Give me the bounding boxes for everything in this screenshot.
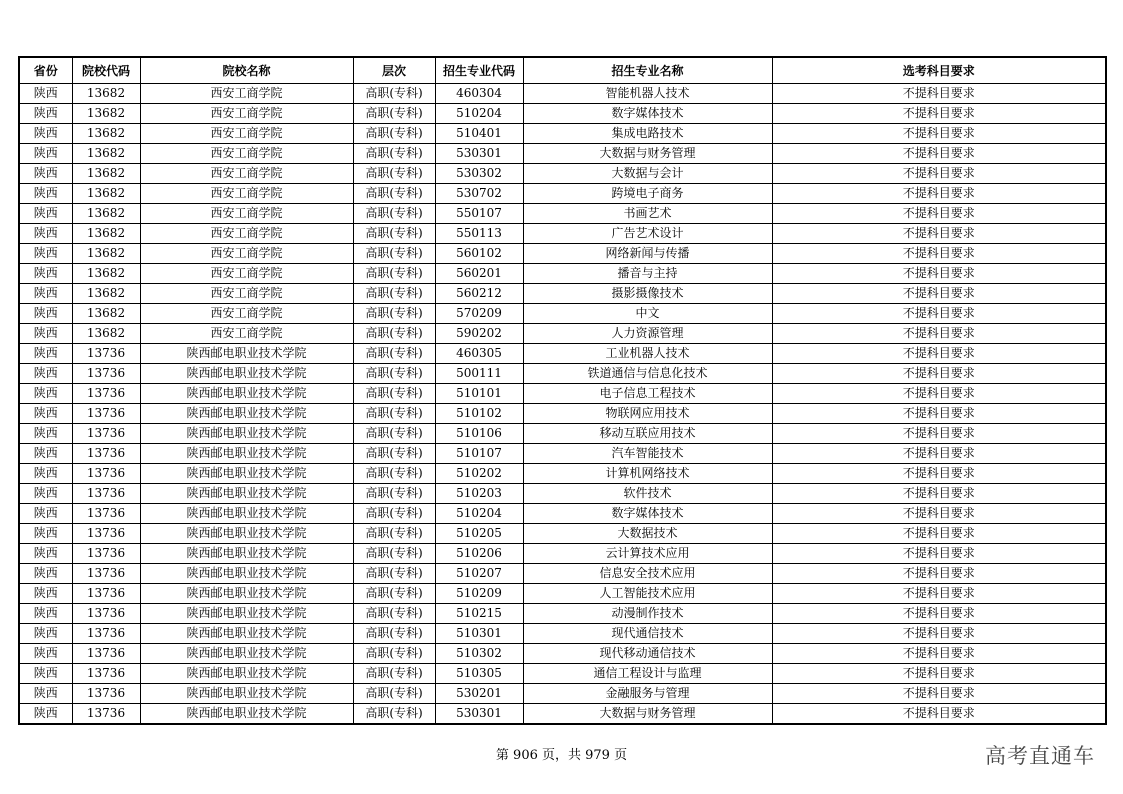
- cell-major-code: 510204: [435, 103, 523, 123]
- cell-subject-requirement: 不提科目要求: [772, 343, 1106, 363]
- cell-level: 高职(专科): [353, 363, 435, 383]
- cell-school-code: 13736: [72, 643, 140, 663]
- cell-school-code: 13736: [72, 523, 140, 543]
- cell-subject-requirement: 不提科目要求: [772, 423, 1106, 443]
- cell-major-name: 移动互联应用技术: [523, 423, 772, 443]
- cell-subject-requirement: 不提科目要求: [772, 403, 1106, 423]
- cell-subject-requirement: 不提科目要求: [772, 563, 1106, 583]
- cell-major-name: 智能机器人技术: [523, 83, 772, 103]
- cell-province: 陕西: [19, 583, 72, 603]
- cell-major-code: 530201: [435, 683, 523, 703]
- cell-province: 陕西: [19, 523, 72, 543]
- table-row: [19, 83, 1106, 103]
- cell-major-code: 550113: [435, 223, 523, 243]
- cell-subject-requirement: 不提科目要求: [772, 163, 1106, 183]
- cell-province: 陕西: [19, 463, 72, 483]
- cell-major-name: 软件技术: [523, 483, 772, 503]
- cell-level: 高职(专科): [353, 403, 435, 423]
- cell-province: 陕西: [19, 663, 72, 683]
- cell-level: 高职(专科): [353, 623, 435, 643]
- cell-subject-requirement: 不提科目要求: [772, 183, 1106, 203]
- cell-province: 陕西: [19, 163, 72, 183]
- cell-level: 高职(专科): [353, 523, 435, 543]
- cell-major-code: 510206: [435, 543, 523, 563]
- cell-school-code: 13682: [72, 203, 140, 223]
- table-row: [19, 103, 1106, 123]
- cell-major-code: 560201: [435, 263, 523, 283]
- cell-major-code: 510102: [435, 403, 523, 423]
- cell-level: 高职(专科): [353, 163, 435, 183]
- table-row: [19, 683, 1106, 703]
- cell-school-name: 陕西邮电职业技术学院: [140, 463, 353, 483]
- cell-school-name: 西安工商学院: [140, 143, 353, 163]
- cell-province: 陕西: [19, 683, 72, 703]
- cell-level: 高职(专科): [353, 483, 435, 503]
- cell-province: 陕西: [19, 103, 72, 123]
- table-row: [19, 243, 1106, 263]
- cell-major-name: 播音与主持: [523, 263, 772, 283]
- cell-school-code: 13682: [72, 243, 140, 263]
- cell-school-name: 陕西邮电职业技术学院: [140, 503, 353, 523]
- cell-school-code: 13682: [72, 143, 140, 163]
- cell-level: 高职(专科): [353, 443, 435, 463]
- cell-school-code: 13682: [72, 163, 140, 183]
- table-row: [19, 443, 1106, 463]
- table-row: [19, 623, 1106, 643]
- cell-school-code: 13736: [72, 343, 140, 363]
- cell-major-code: 530301: [435, 703, 523, 724]
- cell-major-name: 计算机网络技术: [523, 463, 772, 483]
- cell-subject-requirement: 不提科目要求: [772, 483, 1106, 503]
- cell-school-name: 陕西邮电职业技术学院: [140, 643, 353, 663]
- cell-province: 陕西: [19, 123, 72, 143]
- cell-school-name: 西安工商学院: [140, 123, 353, 143]
- table-row: [19, 203, 1106, 223]
- table-row: [19, 123, 1106, 143]
- table-row: [19, 703, 1106, 724]
- cell-major-code: 550107: [435, 203, 523, 223]
- cell-school-code: 13736: [72, 623, 140, 643]
- cell-level: 高职(专科): [353, 463, 435, 483]
- cell-subject-requirement: 不提科目要求: [772, 543, 1106, 563]
- cell-school-code: 13736: [72, 543, 140, 563]
- cell-school-name: 西安工商学院: [140, 183, 353, 203]
- cell-subject-requirement: 不提科目要求: [772, 243, 1106, 263]
- cell-subject-requirement: 不提科目要求: [772, 223, 1106, 243]
- cell-major-name: 数字媒体技术: [523, 103, 772, 123]
- cell-major-code: 560102: [435, 243, 523, 263]
- cell-school-name: 陕西邮电职业技术学院: [140, 383, 353, 403]
- cell-major-name: 信息安全技术应用: [523, 563, 772, 583]
- cell-school-code: 13736: [72, 443, 140, 463]
- cell-subject-requirement: 不提科目要求: [772, 143, 1106, 163]
- cell-subject-requirement: 不提科目要求: [772, 503, 1106, 523]
- cell-subject-requirement: 不提科目要求: [772, 663, 1106, 683]
- table-row: [19, 463, 1106, 483]
- cell-school-name: 陕西邮电职业技术学院: [140, 523, 353, 543]
- table-row: [19, 583, 1106, 603]
- cell-province: 陕西: [19, 363, 72, 383]
- cell-subject-requirement: 不提科目要求: [772, 463, 1106, 483]
- cell-school-name: 西安工商学院: [140, 283, 353, 303]
- cell-school-name: 陕西邮电职业技术学院: [140, 683, 353, 703]
- cell-province: 陕西: [19, 563, 72, 583]
- cell-major-code: 510215: [435, 603, 523, 623]
- header-school-name: 院校名称: [140, 57, 353, 83]
- cell-subject-requirement: 不提科目要求: [772, 643, 1106, 663]
- cell-major-code: 510305: [435, 663, 523, 683]
- cell-subject-requirement: 不提科目要求: [772, 583, 1106, 603]
- cell-school-name: 西安工商学院: [140, 223, 353, 243]
- cell-province: 陕西: [19, 223, 72, 243]
- cell-province: 陕西: [19, 183, 72, 203]
- cell-major-code: 510207: [435, 563, 523, 583]
- cell-subject-requirement: 不提科目要求: [772, 263, 1106, 283]
- cell-subject-requirement: 不提科目要求: [772, 203, 1106, 223]
- cell-subject-requirement: 不提科目要求: [772, 443, 1106, 463]
- cell-province: 陕西: [19, 263, 72, 283]
- cell-school-name: 西安工商学院: [140, 263, 353, 283]
- cell-major-code: 510209: [435, 583, 523, 603]
- table-body: [19, 83, 1106, 724]
- table-row: [19, 163, 1106, 183]
- cell-school-code: 13736: [72, 663, 140, 683]
- cell-school-name: 陕西邮电职业技术学院: [140, 343, 353, 363]
- cell-school-code: 13736: [72, 603, 140, 623]
- cell-level: 高职(专科): [353, 263, 435, 283]
- cell-major-code: 510203: [435, 483, 523, 503]
- cell-major-name: 物联网应用技术: [523, 403, 772, 423]
- cell-school-name: 西安工商学院: [140, 323, 353, 343]
- cell-subject-requirement: 不提科目要求: [772, 363, 1106, 383]
- cell-level: 高职(专科): [353, 643, 435, 663]
- cell-school-name: 陕西邮电职业技术学院: [140, 423, 353, 443]
- table-header-row: [19, 57, 1106, 83]
- cell-school-name: 西安工商学院: [140, 303, 353, 323]
- cell-school-code: 13682: [72, 183, 140, 203]
- cell-province: 陕西: [19, 243, 72, 263]
- cell-school-code: 13736: [72, 683, 140, 703]
- table-row: [19, 143, 1106, 163]
- cell-major-code: 510401: [435, 123, 523, 143]
- cell-school-name: 陕西邮电职业技术学院: [140, 603, 353, 623]
- cell-level: 高职(专科): [353, 83, 435, 103]
- cell-subject-requirement: 不提科目要求: [772, 703, 1106, 724]
- cell-level: 高职(专科): [353, 563, 435, 583]
- cell-school-code: 13736: [72, 423, 140, 443]
- cell-major-name: 人工智能技术应用: [523, 583, 772, 603]
- table-row: [19, 503, 1106, 523]
- cell-school-name: 陕西邮电职业技术学院: [140, 443, 353, 463]
- cell-major-name: 广告艺术设计: [523, 223, 772, 243]
- cell-school-name: 陕西邮电职业技术学院: [140, 663, 353, 683]
- cell-school-name: 西安工商学院: [140, 203, 353, 223]
- cell-school-name: 陕西邮电职业技术学院: [140, 543, 353, 563]
- cell-level: 高职(专科): [353, 603, 435, 623]
- cell-school-code: 13736: [72, 703, 140, 724]
- cell-school-name: 陕西邮电职业技术学院: [140, 483, 353, 503]
- cell-major-name: 现代移动通信技术: [523, 643, 772, 663]
- cell-major-name: 现代通信技术: [523, 623, 772, 643]
- cell-level: 高职(专科): [353, 183, 435, 203]
- header-major-code: 招生专业代码: [435, 57, 523, 83]
- cell-province: 陕西: [19, 643, 72, 663]
- cell-school-name: 西安工商学院: [140, 103, 353, 123]
- cell-school-code: 13682: [72, 83, 140, 103]
- cell-level: 高职(专科): [353, 203, 435, 223]
- table-row: [19, 323, 1106, 343]
- table-row: [19, 183, 1106, 203]
- table-row: [19, 403, 1106, 423]
- cell-major-name: 书画艺术: [523, 203, 772, 223]
- cell-major-code: 460304: [435, 83, 523, 103]
- header-school-code: 院校代码: [72, 57, 140, 83]
- cell-province: 陕西: [19, 603, 72, 623]
- cell-major-name: 跨境电子商务: [523, 183, 772, 203]
- cell-level: 高职(专科): [353, 343, 435, 363]
- table-row: [19, 343, 1106, 363]
- cell-subject-requirement: 不提科目要求: [772, 603, 1106, 623]
- cell-school-code: 13682: [72, 283, 140, 303]
- watermark-logo-text: 高考直通车: [985, 744, 1095, 768]
- cell-major-code: 510202: [435, 463, 523, 483]
- cell-school-code: 13736: [72, 463, 140, 483]
- cell-school-name: 西安工商学院: [140, 163, 353, 183]
- cell-major-name: 大数据技术: [523, 523, 772, 543]
- cell-level: 高职(专科): [353, 503, 435, 523]
- cell-province: 陕西: [19, 303, 72, 323]
- cell-major-code: 510204: [435, 503, 523, 523]
- table-row: [19, 523, 1106, 543]
- table-row: [19, 543, 1106, 563]
- cell-major-code: 510101: [435, 383, 523, 403]
- header-level: 层次: [353, 57, 435, 83]
- cell-level: 高职(专科): [353, 223, 435, 243]
- cell-level: 高职(专科): [353, 283, 435, 303]
- table-row: [19, 663, 1106, 683]
- cell-major-name: 大数据与财务管理: [523, 703, 772, 724]
- cell-province: 陕西: [19, 623, 72, 643]
- cell-subject-requirement: 不提科目要求: [772, 683, 1106, 703]
- cell-province: 陕西: [19, 323, 72, 343]
- cell-major-name: 云计算技术应用: [523, 543, 772, 563]
- cell-province: 陕西: [19, 143, 72, 163]
- cell-level: 高职(专科): [353, 303, 435, 323]
- cell-subject-requirement: 不提科目要求: [772, 283, 1106, 303]
- cell-level: 高职(专科): [353, 383, 435, 403]
- table-row: [19, 223, 1106, 243]
- cell-school-code: 13682: [72, 223, 140, 243]
- cell-school-code: 13736: [72, 383, 140, 403]
- header-major-name: 招生专业名称: [523, 57, 772, 83]
- cell-level: 高职(专科): [353, 423, 435, 443]
- cell-major-code: 570209: [435, 303, 523, 323]
- cell-major-code: 590202: [435, 323, 523, 343]
- cell-province: 陕西: [19, 83, 72, 103]
- cell-school-code: 13736: [72, 483, 140, 503]
- cell-province: 陕西: [19, 703, 72, 724]
- cell-school-name: 陕西邮电职业技术学院: [140, 703, 353, 724]
- admission-table: [18, 56, 1107, 725]
- admission-table-container: [18, 56, 1105, 725]
- cell-major-name: 工业机器人技术: [523, 343, 772, 363]
- table-row: [19, 643, 1106, 663]
- cell-level: 高职(专科): [353, 103, 435, 123]
- cell-school-code: 13682: [72, 103, 140, 123]
- cell-level: 高职(专科): [353, 543, 435, 563]
- cell-major-code: 530302: [435, 163, 523, 183]
- cell-level: 高职(专科): [353, 703, 435, 724]
- cell-school-name: 西安工商学院: [140, 83, 353, 103]
- table-row: [19, 263, 1106, 283]
- cell-major-name: 大数据与财务管理: [523, 143, 772, 163]
- cell-major-name: 摄影摄像技术: [523, 283, 772, 303]
- cell-major-name: 动漫制作技术: [523, 603, 772, 623]
- cell-school-name: 西安工商学院: [140, 243, 353, 263]
- header-subject-requirement: 选考科目要求: [772, 57, 1106, 83]
- cell-subject-requirement: 不提科目要求: [772, 103, 1106, 123]
- cell-major-code: 530301: [435, 143, 523, 163]
- table-row: [19, 363, 1106, 383]
- table-row: [19, 383, 1106, 403]
- cell-school-code: 13682: [72, 303, 140, 323]
- cell-major-name: 网络新闻与传播: [523, 243, 772, 263]
- cell-school-code: 13682: [72, 263, 140, 283]
- cell-province: 陕西: [19, 503, 72, 523]
- cell-major-code: 510106: [435, 423, 523, 443]
- cell-province: 陕西: [19, 423, 72, 443]
- cell-major-name: 通信工程设计与监理: [523, 663, 772, 683]
- cell-subject-requirement: 不提科目要求: [772, 83, 1106, 103]
- table-row: [19, 483, 1106, 503]
- cell-major-code: 560212: [435, 283, 523, 303]
- cell-major-name: 人力资源管理: [523, 323, 772, 343]
- cell-level: 高职(专科): [353, 323, 435, 343]
- table-row: [19, 563, 1106, 583]
- cell-major-code: 530702: [435, 183, 523, 203]
- cell-subject-requirement: 不提科目要求: [772, 303, 1106, 323]
- cell-province: 陕西: [19, 343, 72, 363]
- cell-major-code: 460305: [435, 343, 523, 363]
- cell-level: 高职(专科): [353, 243, 435, 263]
- header-province: 省份: [19, 57, 72, 83]
- cell-major-code: 510107: [435, 443, 523, 463]
- cell-school-name: 陕西邮电职业技术学院: [140, 583, 353, 603]
- cell-major-code: 510205: [435, 523, 523, 543]
- cell-subject-requirement: 不提科目要求: [772, 623, 1106, 643]
- cell-province: 陕西: [19, 203, 72, 223]
- cell-subject-requirement: 不提科目要求: [772, 123, 1106, 143]
- cell-major-name: 电子信息工程技术: [523, 383, 772, 403]
- cell-level: 高职(专科): [353, 683, 435, 703]
- cell-major-name: 大数据与会计: [523, 163, 772, 183]
- cell-province: 陕西: [19, 483, 72, 503]
- cell-level: 高职(专科): [353, 583, 435, 603]
- table-row: [19, 603, 1106, 623]
- table-row: [19, 283, 1106, 303]
- table-row: [19, 303, 1106, 323]
- cell-school-name: 陕西邮电职业技术学院: [140, 403, 353, 423]
- cell-school-code: 13736: [72, 563, 140, 583]
- cell-level: 高职(专科): [353, 663, 435, 683]
- cell-province: 陕西: [19, 283, 72, 303]
- cell-school-name: 陕西邮电职业技术学院: [140, 363, 353, 383]
- cell-school-code: 13736: [72, 583, 140, 603]
- cell-school-code: 13736: [72, 503, 140, 523]
- cell-major-name: 数字媒体技术: [523, 503, 772, 523]
- cell-subject-requirement: 不提科目要求: [772, 323, 1106, 343]
- cell-level: 高职(专科): [353, 143, 435, 163]
- cell-major-name: 汽车智能技术: [523, 443, 772, 463]
- page-number: 第 906 页，共 979 页: [495, 748, 628, 763]
- cell-province: 陕西: [19, 543, 72, 563]
- cell-major-code: 500111: [435, 363, 523, 383]
- cell-school-code: 13682: [72, 123, 140, 143]
- cell-major-name: 铁道通信与信息化技术: [523, 363, 772, 383]
- cell-province: 陕西: [19, 443, 72, 463]
- cell-major-name: 集成电路技术: [523, 123, 772, 143]
- cell-level: 高职(专科): [353, 123, 435, 143]
- table-row: [19, 423, 1106, 443]
- cell-subject-requirement: 不提科目要求: [772, 383, 1106, 403]
- cell-major-name: 中文: [523, 303, 772, 323]
- cell-province: 陕西: [19, 403, 72, 423]
- cell-province: 陕西: [19, 383, 72, 403]
- cell-school-code: 13682: [72, 323, 140, 343]
- cell-major-code: 510302: [435, 643, 523, 663]
- cell-school-code: 13736: [72, 363, 140, 383]
- cell-major-name: 金融服务与管理: [523, 683, 772, 703]
- cell-major-code: 510301: [435, 623, 523, 643]
- cell-school-name: 陕西邮电职业技术学院: [140, 623, 353, 643]
- cell-school-name: 陕西邮电职业技术学院: [140, 563, 353, 583]
- cell-subject-requirement: 不提科目要求: [772, 523, 1106, 543]
- cell-school-code: 13736: [72, 403, 140, 423]
